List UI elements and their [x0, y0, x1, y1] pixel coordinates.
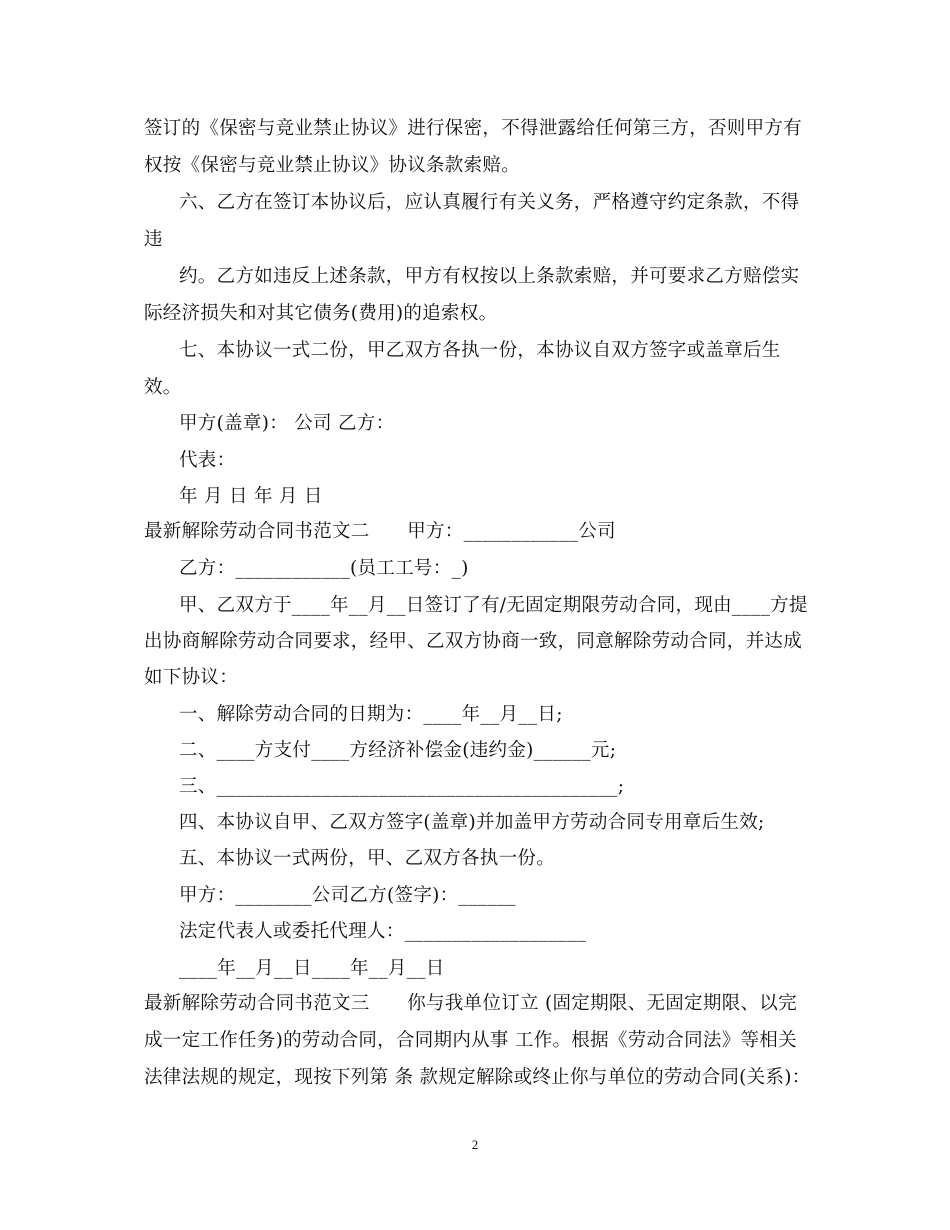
- text-line: 违: [144, 229, 163, 250]
- signature-line: 代表：: [179, 450, 236, 471]
- date-line: 年 月 日 年 月 日: [179, 486, 323, 507]
- text-line: 际经济损失和对其它债务(费用)的追索权。: [144, 303, 498, 324]
- text-line: 权按《保密与竞业禁止协议》协议条款索赔。: [144, 155, 521, 176]
- text-line: 二、____方支付____方经济补偿金(违约金)______元;: [179, 740, 617, 761]
- text-line: 乙方：____________(员工工号：_): [179, 558, 469, 579]
- text-line: 四、本协议自甲、乙双方签字(盖章)并加盖甲方劳动合同专用章后生效;: [179, 812, 765, 833]
- text-line: 签订的《保密与竞业禁止协议》进行保密，不得泄露给任何第三方，否则甲方有: [144, 118, 803, 139]
- signature-line: 甲方：________公司乙方(签字)：______: [179, 885, 516, 906]
- text-line: 约。乙方如违反上述条款，甲方有权按以上条款索赔，并可要求乙方赔偿实: [179, 266, 800, 287]
- text-line: 法律法规的规定，现按下列第 条 款规定解除或终止你与单位的劳动合同(关系)：: [144, 1067, 811, 1088]
- text-line: 成一定工作任务)的劳动合同，合同期内从事 工作。根据《劳动合同法》等相关: [144, 1030, 797, 1051]
- text-line: 三、__________________________________________;: [179, 776, 625, 797]
- text-line: 出协商解除劳动合同要求，经甲、乙双方协商一致，同意解除劳动合同，并达成: [144, 631, 803, 652]
- text-line: 如下协议：: [144, 667, 239, 688]
- date-line: ____年__月__日____年__月__日: [179, 958, 445, 979]
- text-line: 效。: [144, 377, 182, 398]
- page-number: 2: [471, 1137, 479, 1152]
- text-line: 七、本协议一式二份，甲乙双方各执一份，本协议自双方签字或盖章后生: [179, 340, 781, 361]
- section-heading: 最新解除劳动合同书范文二 甲方：____________公司: [144, 521, 616, 542]
- text-line: 一、解除劳动合同的日期为：____年__月__日;: [179, 704, 563, 725]
- text-line: 六、乙方在签订本协议后，应认真履行有关义务，严格遵守约定条款，不得: [179, 192, 800, 213]
- signature-line: 甲方(盖章)： 公司 乙方：: [179, 413, 395, 434]
- text-line: 五、本协议一式两份，甲、乙双方各执一份。: [179, 848, 556, 869]
- signature-line: 法定代表人或委托代理人：___________________: [179, 921, 587, 942]
- text-line: 甲、乙双方于____年__月__日签订了有/无固定期限劳动合同，现由____方提: [179, 595, 808, 616]
- section-heading: 最新解除劳动合同书范文三 你与我单位订立 (固定期限、无固定期限、以完: [144, 993, 797, 1014]
